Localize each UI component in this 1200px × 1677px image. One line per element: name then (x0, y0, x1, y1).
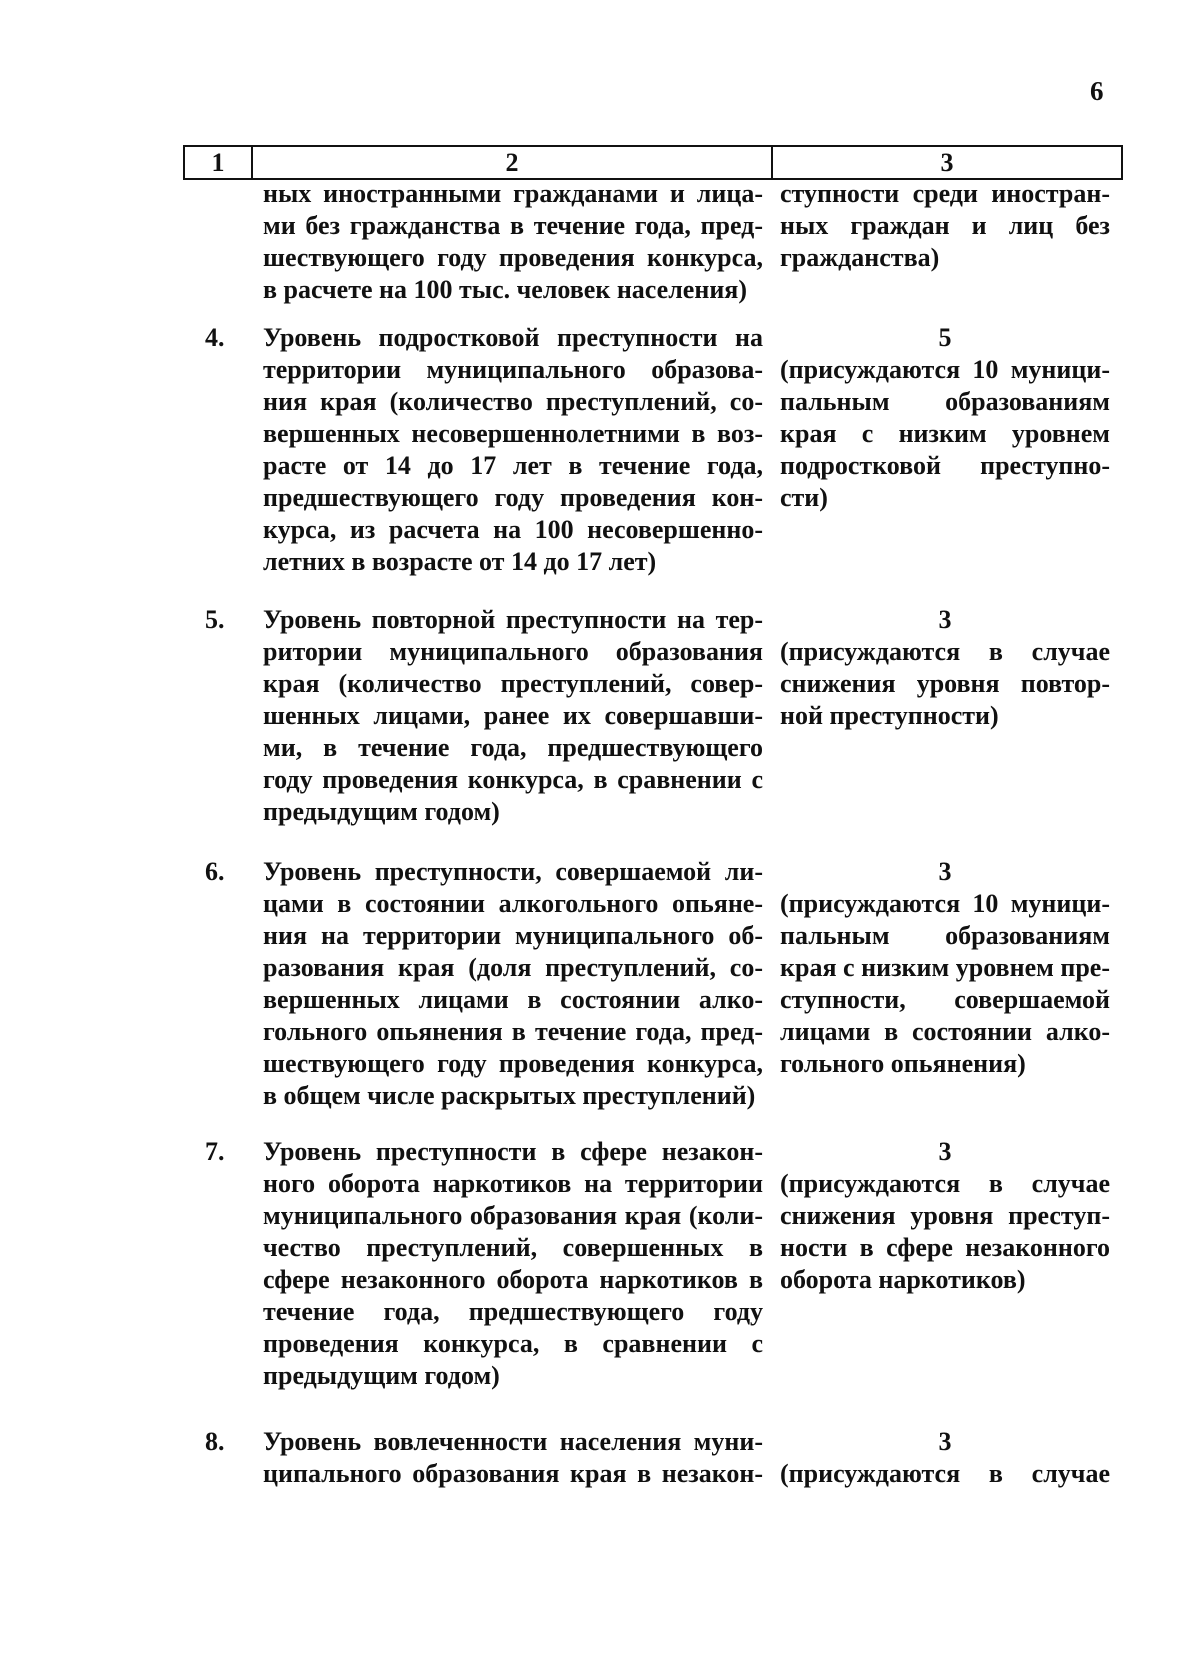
text-line: течение года, предшествующего году (263, 1297, 763, 1326)
page-number: 6 (1090, 76, 1104, 106)
text-line: чество преступлений, совершенных в (263, 1233, 763, 1262)
score-note (780, 1426, 1110, 1490)
text-line: летних в возрасте от 14 до 17 лет) (263, 547, 657, 576)
header-col-3: 3 (940, 147, 954, 177)
text-line: снижения уровня повтор- (780, 669, 1110, 698)
text-line: пальным образованиям (780, 921, 1110, 950)
text-line: Уровень подростковой преступности на (263, 323, 763, 352)
row-number: 4. (205, 323, 225, 352)
text-line: разования края (доля преступлений, со- (263, 953, 763, 982)
text-line: ных граждан и лиц без (780, 211, 1110, 240)
text-line: (присуждаются 10 муници- (780, 355, 1110, 384)
text-line: ступности среди иностран- (780, 179, 1110, 208)
score-value: 3 (938, 857, 952, 886)
text-line: вершенных лицами в состоянии алко- (263, 985, 763, 1014)
text-line: гражданства) (780, 243, 940, 272)
text-line: в расчете на 100 тыс. человек населения) (263, 275, 748, 304)
text-line: края (количество преступлений, совер- (263, 669, 763, 698)
score-note (780, 856, 1110, 1080)
text-line: Уровень повторной преступности на тер- (263, 605, 763, 634)
row-number: 6. (205, 857, 225, 886)
text-line: шенных лицами, ранее их совершавши- (263, 701, 763, 730)
text-line: (присуждаются в случае (780, 1459, 1110, 1488)
text-line: снижения уровня преступ- (780, 1201, 1110, 1230)
text-line: гольного опьянения) (780, 1049, 1026, 1078)
text-line: края с низким уровнем пре- (780, 953, 1110, 982)
text-line: муниципального образования края (коли- (263, 1201, 763, 1230)
criterion-text (263, 1136, 763, 1392)
text-line: шествующего году проведения конкурса, (263, 1049, 763, 1078)
criterion-text (263, 856, 763, 1112)
text-line: проведения конкурса, в сравнении с (263, 1329, 763, 1358)
text-line: предыдущим годом) (263, 1361, 500, 1390)
text-line: ми без гражданства в течение года, пред- (263, 211, 763, 240)
score-note (780, 178, 1110, 274)
text-line: лицами в состоянии алко- (780, 1017, 1110, 1046)
text-line: ния края (количество преступлений, со- (263, 387, 763, 416)
text-line: шествующего году проведения конкурса, (263, 243, 763, 272)
score-note (780, 604, 1110, 732)
row-number: 8. (205, 1427, 225, 1456)
text-line: ного оборота наркотиков на территории (263, 1169, 763, 1198)
text-line: оборота наркотиков) (780, 1265, 1026, 1294)
text-line: ния на территории муниципального об- (263, 921, 763, 950)
text-line: ступности, совершаемой (780, 985, 1110, 1014)
text-line: в общем числе раскрытых преступлений) (263, 1081, 756, 1110)
criterion-text (263, 322, 763, 578)
header-col-2: 2 (253, 147, 773, 178)
text-line: края с низким уровнем (780, 419, 1110, 448)
score-value: 3 (938, 1137, 952, 1166)
criterion-text (263, 1426, 763, 1490)
text-line: сти) (780, 483, 828, 512)
text-line: предшествующего году проведения кон- (263, 483, 763, 512)
text-line: пальным образованиям (780, 387, 1110, 416)
score-value: 3 (938, 605, 952, 634)
text-line: цами в состоянии алкогольного опьяне- (263, 889, 763, 918)
score-note (780, 322, 1110, 514)
text-line: (присуждаются в случае (780, 637, 1110, 666)
text-line: гольного опьянения в течение года, пред- (263, 1017, 763, 1046)
text-line: Уровень вовлеченности населения муни- (263, 1427, 763, 1456)
row-number: 7. (205, 1137, 225, 1166)
score-note (780, 1136, 1110, 1296)
criterion-text (263, 604, 763, 828)
text-line: территории муниципального образова- (263, 355, 763, 384)
score-value: 5 (938, 323, 952, 352)
text-line: (присуждаются в случае (780, 1169, 1110, 1198)
text-line: Уровень преступности, совершаемой ли- (263, 857, 763, 886)
text-line: расте от 14 до 17 лет в течение года, (263, 451, 763, 480)
text-line: подростковой преступно- (780, 451, 1110, 480)
text-line: ритории муниципального образования (263, 637, 763, 666)
text-line: Уровень преступности в сфере незакон- (263, 1137, 763, 1166)
row-number: 5. (205, 605, 225, 634)
text-line: (присуждаются 10 муници- (780, 889, 1110, 918)
score-value: 3 (938, 1427, 952, 1456)
text-line: году проведения конкурса, в сравнении с (263, 765, 763, 794)
criterion-text (263, 178, 763, 306)
text-line: ми, в течение года, предшествующего (263, 733, 763, 762)
table-header-row (183, 145, 1123, 180)
text-line: предыдущим годом) (263, 797, 500, 826)
text-line: ности в сфере незаконного (780, 1233, 1110, 1262)
text-line: ной преступности) (780, 701, 999, 730)
text-line: ципального образования края в незакон- (263, 1459, 763, 1488)
text-line: вершенных несовершеннолетними в воз- (263, 419, 763, 448)
header-col-1: 1 (185, 147, 253, 178)
text-line: курса, из расчета на 100 несовершенно- (263, 515, 763, 544)
text-line: ных иностранными гражданами и лица- (263, 179, 763, 208)
text-line: сфере незаконного оборота наркотиков в (263, 1265, 763, 1294)
